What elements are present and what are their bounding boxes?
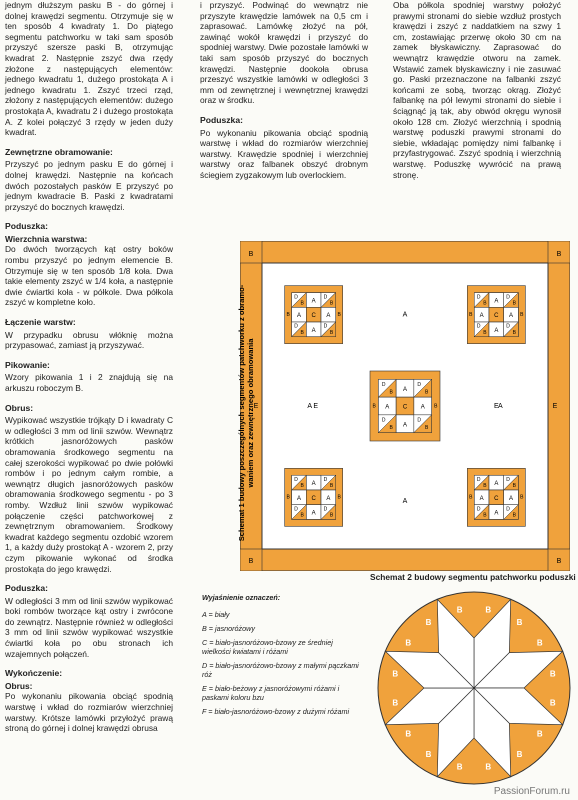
triangle-label: D [294, 294, 298, 301]
triangle-label: D [417, 417, 421, 424]
triangle-label: D [476, 506, 481, 513]
triangle-label: B [389, 424, 393, 431]
triangle-label: D [294, 323, 298, 330]
square-a-label: A [311, 481, 316, 488]
triangle-label: B [300, 300, 304, 307]
triangle-label: D [323, 477, 328, 484]
triangle-label: B [329, 512, 334, 519]
wedge-label: B [425, 749, 432, 759]
triangle-label: B [424, 424, 429, 431]
triangle-label: B [389, 389, 393, 396]
wedge-label: B [516, 749, 523, 759]
section-heading: Poduszka: [5, 583, 48, 594]
square-a-label: A [494, 298, 499, 305]
triangle-label: B [329, 300, 334, 307]
section-heading: Pikowanie: [5, 359, 50, 370]
triangle-label: D [294, 506, 298, 513]
triangle-label: B [300, 329, 304, 336]
square-a-label: A [479, 495, 484, 502]
triangle-label: D [476, 477, 481, 484]
schematic-1-caption [236, 252, 258, 574]
paragraph: Przyszyć po jednym pasku E do górnej i dolnej krawędzi. Następnie na końcach dwóch pozostałych pasków E przyszyć po jednym kwadracie B. Paski z kwadratami przyszyć do bocznych krawędzi. [5, 159, 173, 212]
square-a-label: A [326, 495, 331, 502]
wedge-label: B [456, 762, 463, 772]
square-a-label: A [402, 422, 408, 429]
triangle-label: B [512, 329, 516, 336]
paragraph: Po wykonaniu pikowania obciąć spodnią warstwę i wkład do rozmiarów wierzchniej warstwy. Krawędzie spodniej i wierzchniej warstwy oraz falbanek obszyć drobnym ściegiem zygzakowym lub overlockiem. [200, 127, 368, 180]
paragraph: i przyszyć. Podwinąć do wewnątrz nie przyszyte krawędzie lamówek na 0,5 cm i zaprasować. Lamówkę złożyć na pół, zawinąć wokół krawędzi i przyszyć do spodniej warstwy. Dwie pozostałe lamówki w taki sam sposób przyszyć do bocznych krawędzi. Następnie dookoła obrusa przeszyć wszystkie lamówki w odległości 3 mm od zewnętrznej i wewnętrznej krawędzi oraz w środku. [200, 0, 368, 106]
triangle-label: D [476, 323, 481, 330]
legend-item-d: D = biało-jasnoróżowo-bzowy z małymi pączkami róż [202, 661, 359, 679]
triangle-label: B [483, 300, 487, 307]
frame-label: B [337, 311, 341, 318]
wedge-label: B [485, 762, 492, 772]
wedge-label: B [456, 605, 463, 615]
legend-item-a: A = biały [202, 610, 230, 619]
legend-title: Wyjaśnienie oznaczeń: [202, 593, 281, 602]
patchwork-schematic-1 [240, 241, 570, 571]
frame-label: B [286, 311, 290, 318]
section-heading: Wykończenie: [5, 668, 63, 679]
triangle-label: B [483, 483, 487, 490]
square-a-label: A [296, 495, 301, 502]
frame-label: B [286, 494, 290, 501]
caption-line-2: waniem oraz zewnętrznego obramowania [246, 338, 255, 488]
text-column-right [393, 0, 561, 182]
square-c-label: C [402, 404, 408, 411]
wedge-label: B [549, 669, 556, 679]
section-heading: Poduszka: [200, 114, 243, 125]
legend-item-f: F = biało-jasnoróżowo-bzowy z dużymi różami [202, 707, 350, 716]
paragraph: Oba półkola spodniej warstwy położyć prawymi stronami do siebie wzdłuż prostych krawędzi i zszyć z naddatkiem na szwy 1 cm, zostawiając przerwę około 30 cm na zamek błyskawiczny. Zaprasować do wewnątrz krawędzie otworu na zamek. Wstawić zamek błyskawiczny i nie zasuwać go. Paski przeznaczone na falbanki zszyć końcami ze sobą, tworząc okrąg. Złożyć falbankę na pół lewymi stronami do siebie i ściągnąć ją tak, aby obwód okręgu wynosił około 128 cm. Złożyć wierzchnią i spodnią warstwę poduszki prawymi stronami do siebie, wkładając pomiędzy nimi falbankę i przyfastrygować. Zszyć spodnią i wierzchnią warstwę. Poduszkę wywrócić na prawą stronę. [393, 0, 561, 180]
square-c-label: C [494, 313, 499, 320]
corner-label: B [556, 250, 562, 258]
frame-label: B [520, 494, 524, 501]
triangle-label: B [512, 512, 516, 519]
rect-a-label: A [402, 498, 408, 506]
paragraph: Wzory pikowania 1 i 2 znajdują się na arkuszu roboczym B. [5, 372, 173, 393]
border-label: E [552, 402, 558, 410]
wedge-label: B [549, 698, 556, 708]
square-a-label: A [509, 313, 514, 320]
triangle-label: D [417, 382, 421, 389]
corner-label: B [556, 557, 562, 565]
triangle-label: B [300, 483, 304, 490]
rect-a-label: A [497, 402, 503, 410]
square-a-label: A [311, 327, 316, 334]
square-a-label: A [311, 298, 316, 305]
section-heading: Obrus: [5, 402, 34, 413]
frame-label: B [337, 494, 341, 501]
square-a-label: A [296, 313, 301, 320]
rect-e-label: E [493, 402, 499, 410]
frame-label: B [469, 494, 473, 501]
section-heading: Poduszka: [5, 221, 48, 232]
wedge-label: B [405, 729, 412, 739]
square-c-label: C [311, 495, 316, 502]
legend-item-c: C = biało-jasnoróżowo-bzowy ze średniej wielkości kwiatami i różami [202, 638, 333, 656]
triangle-label: B [512, 300, 516, 307]
square-a-label: A [479, 313, 484, 320]
legend-item-b: B = jasnoróżowy [202, 624, 255, 633]
wedge-label: B [392, 698, 399, 708]
triangle-label: D [323, 506, 328, 513]
wedge-label: B [392, 669, 399, 679]
paragraph: Po wykonaniu pikowania obciąć spodnią warstwę i wkład do rozmiarów wierzchniej warstwy. Krótsze lamówki przyłożyć prawą stroną do górnej i dolnej krawędzi obrusa [5, 691, 173, 734]
rect-e-label: E [313, 402, 319, 410]
frame-label: B [469, 311, 473, 318]
schematic-2-caption: Schemat 2 budowy segmentu patchworku poduszki [370, 572, 576, 582]
square-a-label: A [311, 510, 316, 517]
wedge-label: B [536, 638, 543, 648]
square-a-label: A [509, 495, 514, 502]
wedge-label: B [405, 638, 412, 648]
frame-label: B [372, 403, 376, 410]
triangle-label: B [424, 389, 429, 396]
wedge-label: B [536, 729, 543, 739]
text-column-middle [200, 0, 368, 183]
square-c-label: C [311, 313, 316, 320]
subheading: Obrus: [5, 680, 33, 691]
paragraph: jednym dłuższym pasku B - do górnej i dolnej krawędzi segmentu. Otrzymuje się w ten sposób 4 kwadraty 1. Do piątego segmentu patchworku w taki sam sposób przyszyć szersze paski B, otrzymując kwadrat 2. Następnie zszyć dwa rzędy złożone z następujących elementów: jednego kwadratu 1, dużego prostokąta A i jednego kwadratu 1. Zszyć trzeci rząd, złożony z następujących elementów: dużego prostokąta A, kwadratu 2 i dużego prostokąta A. Z kolei połączyć 3 rzędy w jeden duży kwadrat. [5, 0, 173, 138]
legend [202, 593, 362, 721]
section-heading: Łączenie warstw: [5, 317, 76, 328]
subheading: Wierzchnia warstwa: [5, 233, 88, 244]
triangle-label: D [381, 382, 386, 389]
paragraph: W odległości 3 mm od linii szwów wypikować boki rombów tworzące kąt ostry i zwrócone do zewnątrz. Następnie również w odległości 3 mm od linii szwów wypikować wszystkie ćwiartki koła po obu stronach ich wzajemnych połączeń. [5, 595, 173, 659]
text-column-left [5, 0, 173, 736]
square-a-label: A [402, 386, 408, 393]
triangle-label: D [381, 417, 386, 424]
square-a-label: A [494, 481, 499, 488]
square-a-label: A [494, 327, 499, 334]
triangle-label: D [294, 477, 298, 484]
square-a-label: A [385, 404, 390, 411]
triangle-label: D [506, 477, 510, 484]
square-a-label: A [326, 313, 331, 320]
paragraph: Do dwóch tworzących kąt ostry boków rombu przyszyć po jednym elemencie B. Otrzymuje się w ten sposób 1/8 koła. Dwa takie elementy zszyć w 1/4 koła, a następnie dwie ćwiartki koła - w półkole. Dwa półkola zszyć w kompletne koło. [5, 244, 173, 308]
paragraph: W przypadku obrusu włóknię można przypasować, zamiast ją przyszywać. [5, 329, 173, 351]
corner-label: B [248, 557, 254, 565]
paragraph: Wypikować wszystkie trójkąty D i kwadraty C w odległości 3 mm od linii szwów. Wewnątrz krótkich jasnoróżowych pasków obramowania środkowego segmentu na całej szerokości wypikować po dwie połówki rombów i po jednym całym rombie, a wewnątrz długich jasnoróżowych pasków obramowania środkowego segmentu - po 3 romby. Wzdłuż linii szwów wypikować połączenie części patchworkowej z zewnętrznym obramowaniem. Środkowy kwadrat każdego segmentu ozdobić wzorem 1, a każdy duży prostokąt A - wzorem 2, przy czym pikowanie wykonać od środka prostokąta do jego krawędzi. [5, 415, 173, 574]
square-c-label: C [494, 495, 499, 502]
triangle-label: D [506, 506, 510, 513]
frame-label: B [434, 403, 438, 410]
watermark: PassionForum.ru [493, 786, 570, 797]
wedge-label: B [516, 618, 523, 628]
triangle-label: D [476, 294, 481, 301]
rect-a-label: A [402, 311, 408, 319]
cushion-schematic-2 [372, 586, 576, 790]
wedge-label: B [425, 618, 432, 628]
corner-label: B [248, 250, 254, 258]
border-label: E [253, 402, 259, 410]
triangle-label: D [323, 323, 328, 330]
legend-item-e: E = biało-beżowy z jasnoróżowymi różami i paskami koloru bzu [202, 684, 340, 702]
caption-line-1: Schemat 1 budowy poszczególnych segmentów patchworku z obramo- [237, 284, 246, 542]
triangle-label: D [506, 294, 510, 301]
rect-a-label: A [307, 402, 313, 410]
wedge-label: B [485, 605, 492, 615]
triangle-label: B [329, 329, 334, 336]
triangle-label: B [483, 329, 487, 336]
triangle-label: B [300, 512, 304, 519]
triangle-label: D [506, 323, 510, 330]
frame-label: B [520, 311, 524, 318]
triangle-label: B [512, 483, 516, 490]
square-a-label: A [420, 404, 425, 411]
triangle-label: B [329, 483, 334, 490]
section-heading: Zewnętrzne obramowanie: [5, 146, 113, 157]
square-a-label: A [494, 510, 499, 517]
triangle-label: B [483, 512, 487, 519]
triangle-label: D [323, 294, 328, 301]
